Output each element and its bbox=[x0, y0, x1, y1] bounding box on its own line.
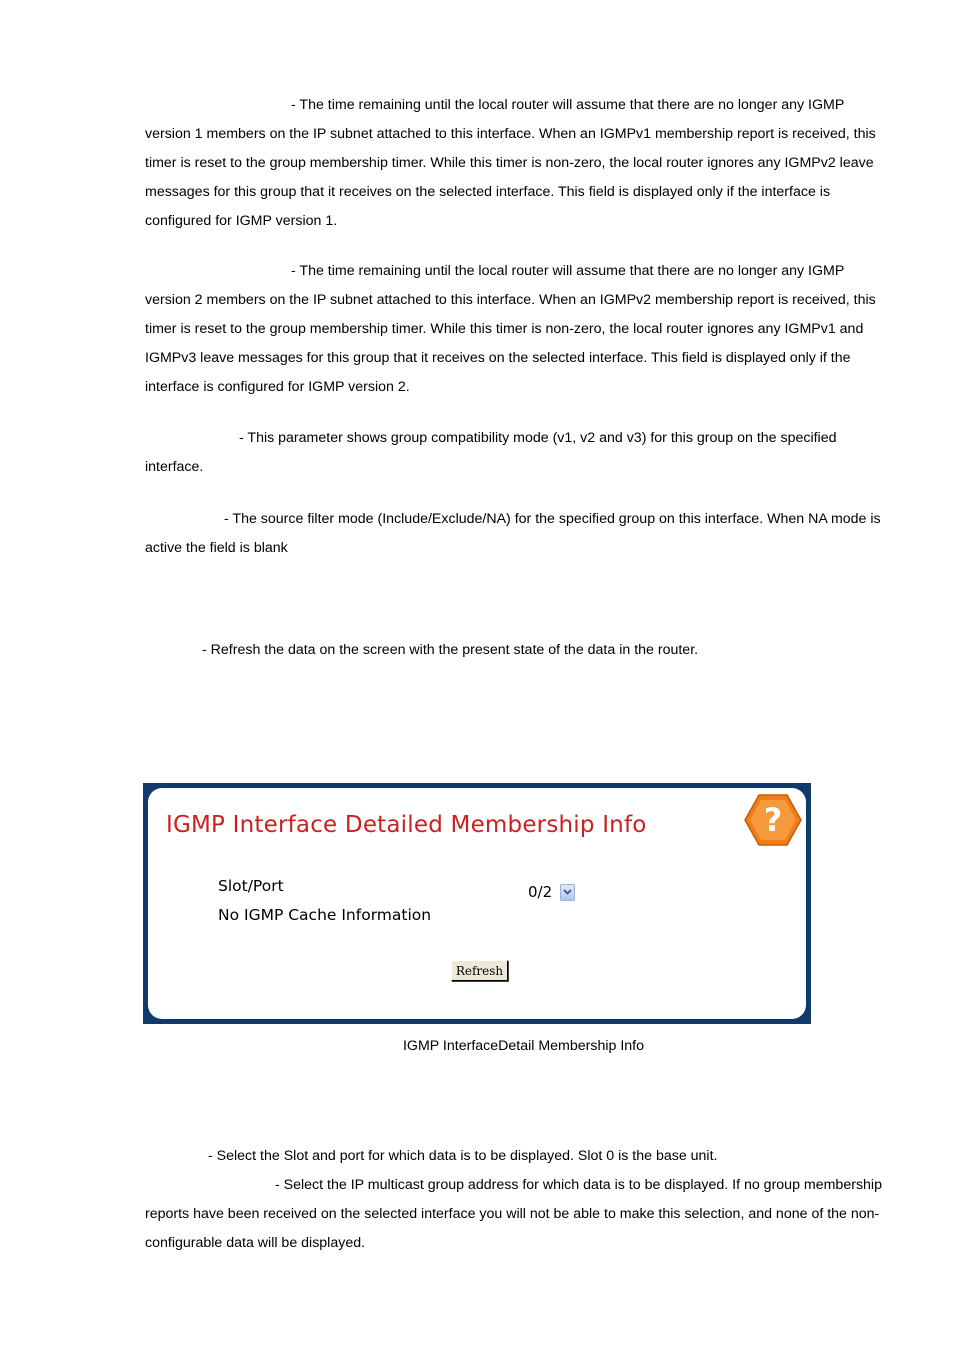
paragraph-text: - Select the IP multicast group address for which data is to be displayed. If no group membership reports have been received on the selected interface you will not be able to make this selection, and none of the non-configurable data will be displayed. bbox=[145, 1177, 882, 1251]
refresh-button[interactable]: Refresh bbox=[451, 960, 508, 981]
slot-port-value: 0/2 bbox=[528, 883, 553, 901]
help-question-icon[interactable] bbox=[744, 793, 802, 847]
figure-caption: IGMP InterfaceDetail Membership Info bbox=[402, 1038, 645, 1054]
paragraph-compatibility-mode bbox=[145, 424, 885, 482]
slot-port-select[interactable] bbox=[528, 881, 578, 903]
paragraph-source-filter-mode bbox=[145, 505, 885, 563]
paragraph-refresh bbox=[145, 636, 885, 665]
page-title: IGMP Interface Detailed Membership Info bbox=[166, 812, 647, 838]
no-cache-message: No IGMP Cache Information bbox=[218, 906, 432, 924]
paragraph-group-ip bbox=[145, 1171, 885, 1258]
paragraph-v1-host-timer bbox=[145, 91, 885, 236]
paragraph-text: - This parameter shows group compatibility mode (v1, v2 and v3) for this group on the specified interface. bbox=[145, 430, 837, 475]
paragraph-slot-port bbox=[145, 1142, 885, 1171]
panel-content bbox=[148, 788, 806, 1019]
paragraph-text: - Refresh the data on the screen with the present state of the data in the router. bbox=[202, 642, 699, 658]
svg-text:?: ? bbox=[763, 801, 783, 839]
screenshot-panel bbox=[143, 783, 811, 1024]
chevron-down-icon[interactable] bbox=[560, 884, 575, 901]
slot-port-label: Slot/Port bbox=[218, 877, 284, 895]
paragraph-text: - The time remaining until the local router will assume that there are no longer any IGMP version 1 members on the IP subnet attached to this interface. When an IGMPv1 membership report is received, this timer is reset to the group membership timer. While this timer is non-zero, the local router ignores any IGMPv2 leave messages for this group that it receives on the selected interface. This field is displayed only if the interface is configured for IGMP version 1. bbox=[145, 97, 876, 229]
paragraph-text: - Select the Slot and port for which data is to be displayed. Slot 0 is the base unit. bbox=[208, 1148, 718, 1164]
paragraph-text: - The time remaining until the local router will assume that there are no longer any IGMP version 2 members on the IP subnet attached to this interface. When an IGMPv2 membership report is received, this timer is reset to the group membership timer. While this timer is non-zero, the local router ignores any IGMPv1 and IGMPv3 leave messages for this group that it receives on the selected interface. This field is displayed only if the interface is configured for IGMP version 2. bbox=[145, 263, 876, 395]
paragraph-text: - The source filter mode (Include/Exclude/NA) for the specified group on this interface. When NA mode is active the field is blank bbox=[145, 511, 881, 556]
paragraph-v2-host-timer bbox=[145, 257, 885, 402]
